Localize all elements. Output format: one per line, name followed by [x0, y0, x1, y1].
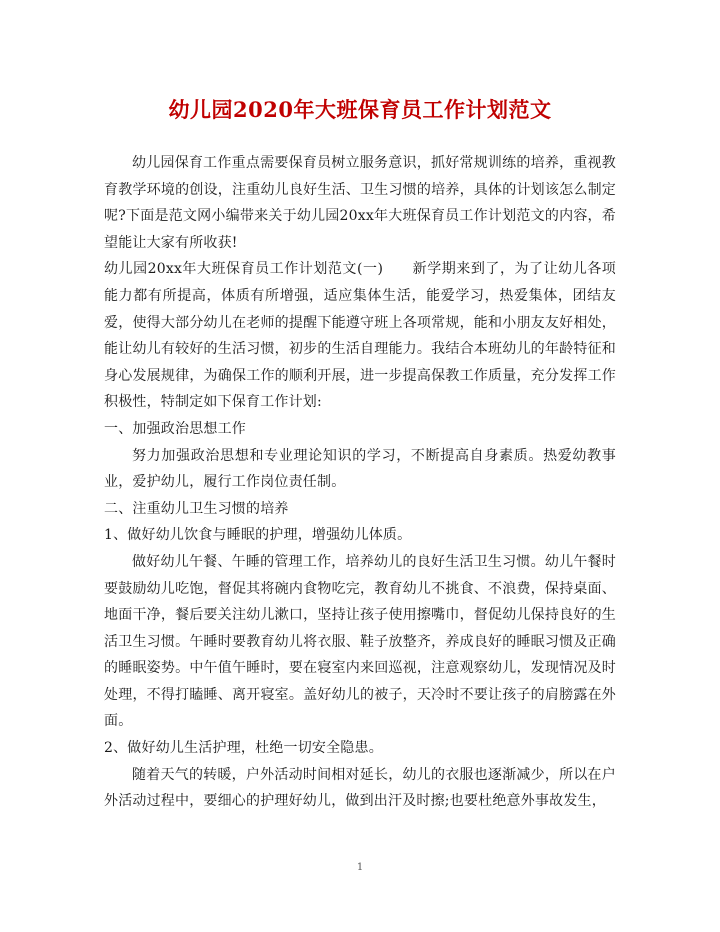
life-care-paragraph: 随着天气的转暖，户外活动时间相对延长，幼儿的衣服也逐渐减少，所以在户外活动过程中，要细心的护理好幼儿，做到出汗及时擦;也要杜绝意外事故发生，: [104, 766, 616, 810]
page-number: 1: [356, 862, 364, 873]
political-work-paragraph: 努力加强政治思想和专业理论知识的学习，不断提高自身素质。热爱幼教事业，爱护幼儿，履行工作岗位责任制。: [104, 447, 616, 491]
heading-political-work: 一、加强政治思想工作: [104, 420, 246, 437]
document-title: 幼儿园2020年大班保育员工作计划范文: [168, 97, 552, 122]
subheading-diet-sleep: 1、做好幼儿饮食与睡眠的护理，增强幼儿体质。: [104, 527, 412, 544]
section-one-paragraph: 幼儿园20xx年大班保育员工作计划范文(一) 新学期来到了，为了让幼儿各项能力都有所提高，体质有所增强，适应集体生活，能爱学习，热爱集体，团结友爱，使得大部分幼儿在老师的提醒下能遵守班上各项常规，能和小朋友友好相处，能让幼儿有较好的生活习惯，初步的生活自理能力。我结合本班幼儿的年龄特征和身心发展规律，为确保工作的顺利开展，进一步提高保教工作质量，充分发挥工作积极性，特制定如下保育工作计划:: [104, 261, 616, 411]
diet-sleep-paragraph: 做好幼儿午餐、午睡的管理工作，培养幼儿的良好生活卫生习惯。幼儿午餐时要鼓励幼儿吃饱，督促其将碗内食物吃完，教育幼儿不挑食、不浪费，保持桌面、地面干净，餐后要关注幼儿漱口，坚持让孩子使用擦嘴巾，督促幼儿保持良好的生活卫生习惯。午睡时要教育幼儿将衣服、鞋子放整齐，养成良好的睡眠习惯及正确的睡眠姿势。中午值午睡时，要在寝室内来回巡视，注意观察幼儿，发现情况及时处理，不得打瞌睡、离开寝室。盖好幼儿的被子，天冷时不要让孩子的肩膀露在外面。: [104, 553, 616, 730]
intro-paragraph: 幼儿园保育工作重点需要保育员树立服务意识，抓好常规训练的培养，重视教育教学环境的创设，注重幼儿良好生活、卫生习惯的培养，具体的计划该怎么制定呢?下面是范文网小编带来关于幼儿园20xx年大班保育员工作计划范文的内容，希望能让大家有所收获!: [104, 155, 616, 251]
document-body: [104, 150, 616, 815]
heading-hygiene-habits: 二、注重幼儿卫生习惯的培养: [104, 500, 289, 517]
subheading-life-care: 2、做好幼儿生活护理，杜绝一切安全隐患。: [104, 740, 383, 757]
